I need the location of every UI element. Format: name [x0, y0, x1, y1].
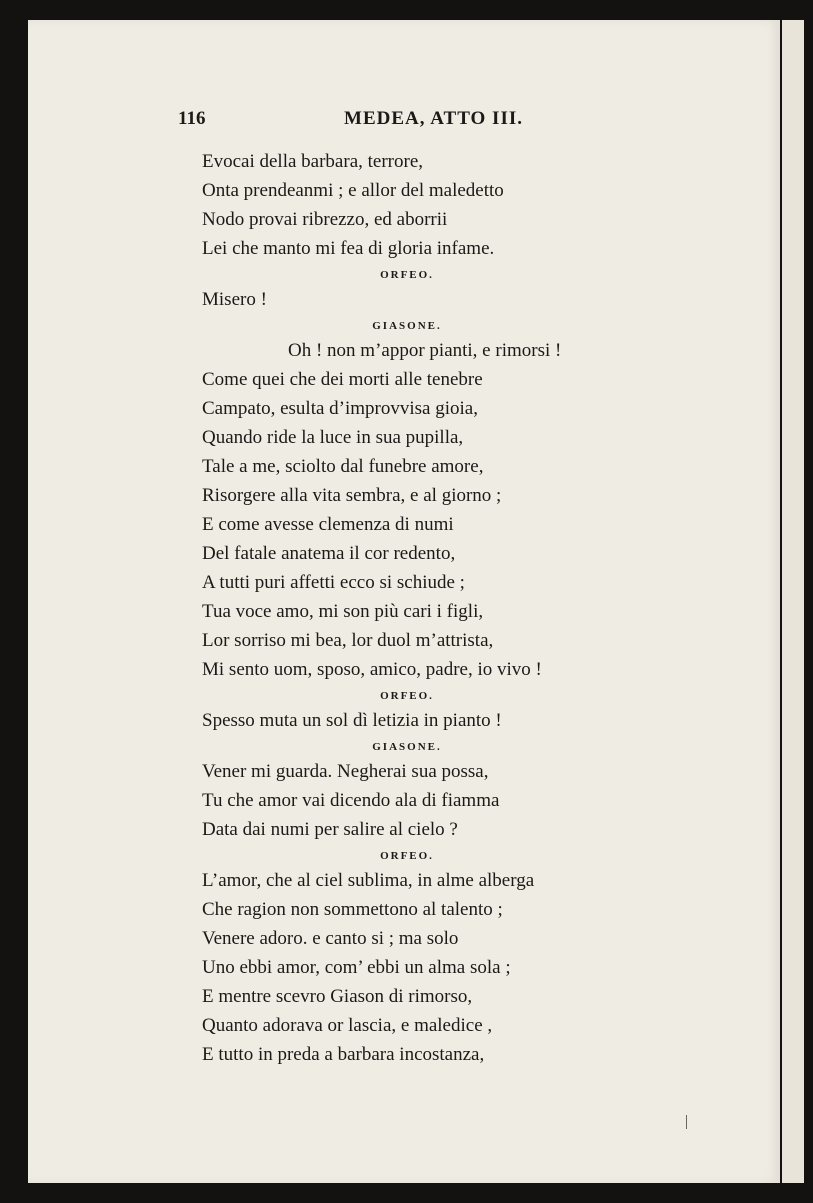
verse-line: Venere adoro. e canto si ; ma solo: [202, 928, 459, 949]
verse-line: Tua voce amo, mi son più cari i figli,: [202, 601, 484, 622]
running-title: MEDEA, ATTO III.: [344, 108, 523, 129]
speaker-name: GIASONE.: [372, 320, 442, 332]
verse-line: Spesso muta un sol dì letizia in pianto !: [202, 710, 502, 731]
verse-line: Del fatale anatema il cor redento,: [202, 543, 456, 564]
page-number: 116: [178, 108, 206, 129]
verse-line: Tu che amor vai dicendo ala di fiamma: [202, 790, 500, 811]
speaker-name: GIASONE.: [372, 741, 442, 753]
verse-line: Misero !: [202, 289, 267, 310]
verse-line: Nodo provai ribrezzo, ed aborrii: [202, 209, 448, 230]
verse-line: Mi sento uom, sposo, amico, padre, io vivo !: [202, 659, 542, 680]
speaker-name: ORFEO.: [380, 690, 434, 702]
verse-line: E mentre scevro Giason di rimorso,: [202, 986, 473, 1007]
verse-line: Come quei che dei morti alle tenebre: [202, 369, 483, 390]
verse-line: Oh ! non m’appor pianti, e rimorsi !: [288, 340, 562, 361]
verse-line: Quando ride la luce in sua pupilla,: [202, 427, 464, 448]
verse-line: Lor sorriso mi bea, lor duol m’attrista,: [202, 630, 494, 651]
verse-line: L’amor, che al ciel sublima, in alme alberga: [202, 870, 535, 891]
verse-line: E come avesse clemenza di numi: [202, 514, 454, 535]
speaker-name: ORFEO.: [380, 850, 434, 862]
adjacent-page-edge: [782, 20, 804, 1183]
verse-line: Risorgere alla vita sembra, e al giorno ;: [202, 485, 502, 506]
verse-line: Campato, esulta d’improvvisa gioia,: [202, 398, 478, 419]
verse-line: Quanto adorava or lascia, e maledice ,: [202, 1015, 493, 1036]
verse-line: Uno ebbi amor, com’ ebbi un alma sola ;: [202, 957, 511, 978]
margin-mark: [686, 1115, 687, 1129]
verse-line: Data dai numi per salire al cielo ?: [202, 819, 458, 840]
verse-line: E tutto in preda a barbara incostanza,: [202, 1044, 485, 1065]
verse-line: A tutti puri affetti ecco si schiude ;: [202, 572, 465, 593]
speaker-name: ORFEO.: [380, 269, 434, 281]
verse-line: Onta prendeanmi ; e allor del maledetto: [202, 180, 504, 201]
verse-line: Vener mi guarda. Negherai sua possa,: [202, 761, 489, 782]
verse-line: Che ragion non sommettono al talento ;: [202, 899, 503, 920]
verse-text: [202, 147, 622, 1069]
verse-line: Evocai della barbara, terrore,: [202, 151, 424, 172]
verse-line: Lei che manto mi fea di gloria infame.: [202, 238, 495, 259]
verse-line: Tale a me, sciolto dal funebre amore,: [202, 456, 484, 477]
page-header: [178, 108, 523, 132]
